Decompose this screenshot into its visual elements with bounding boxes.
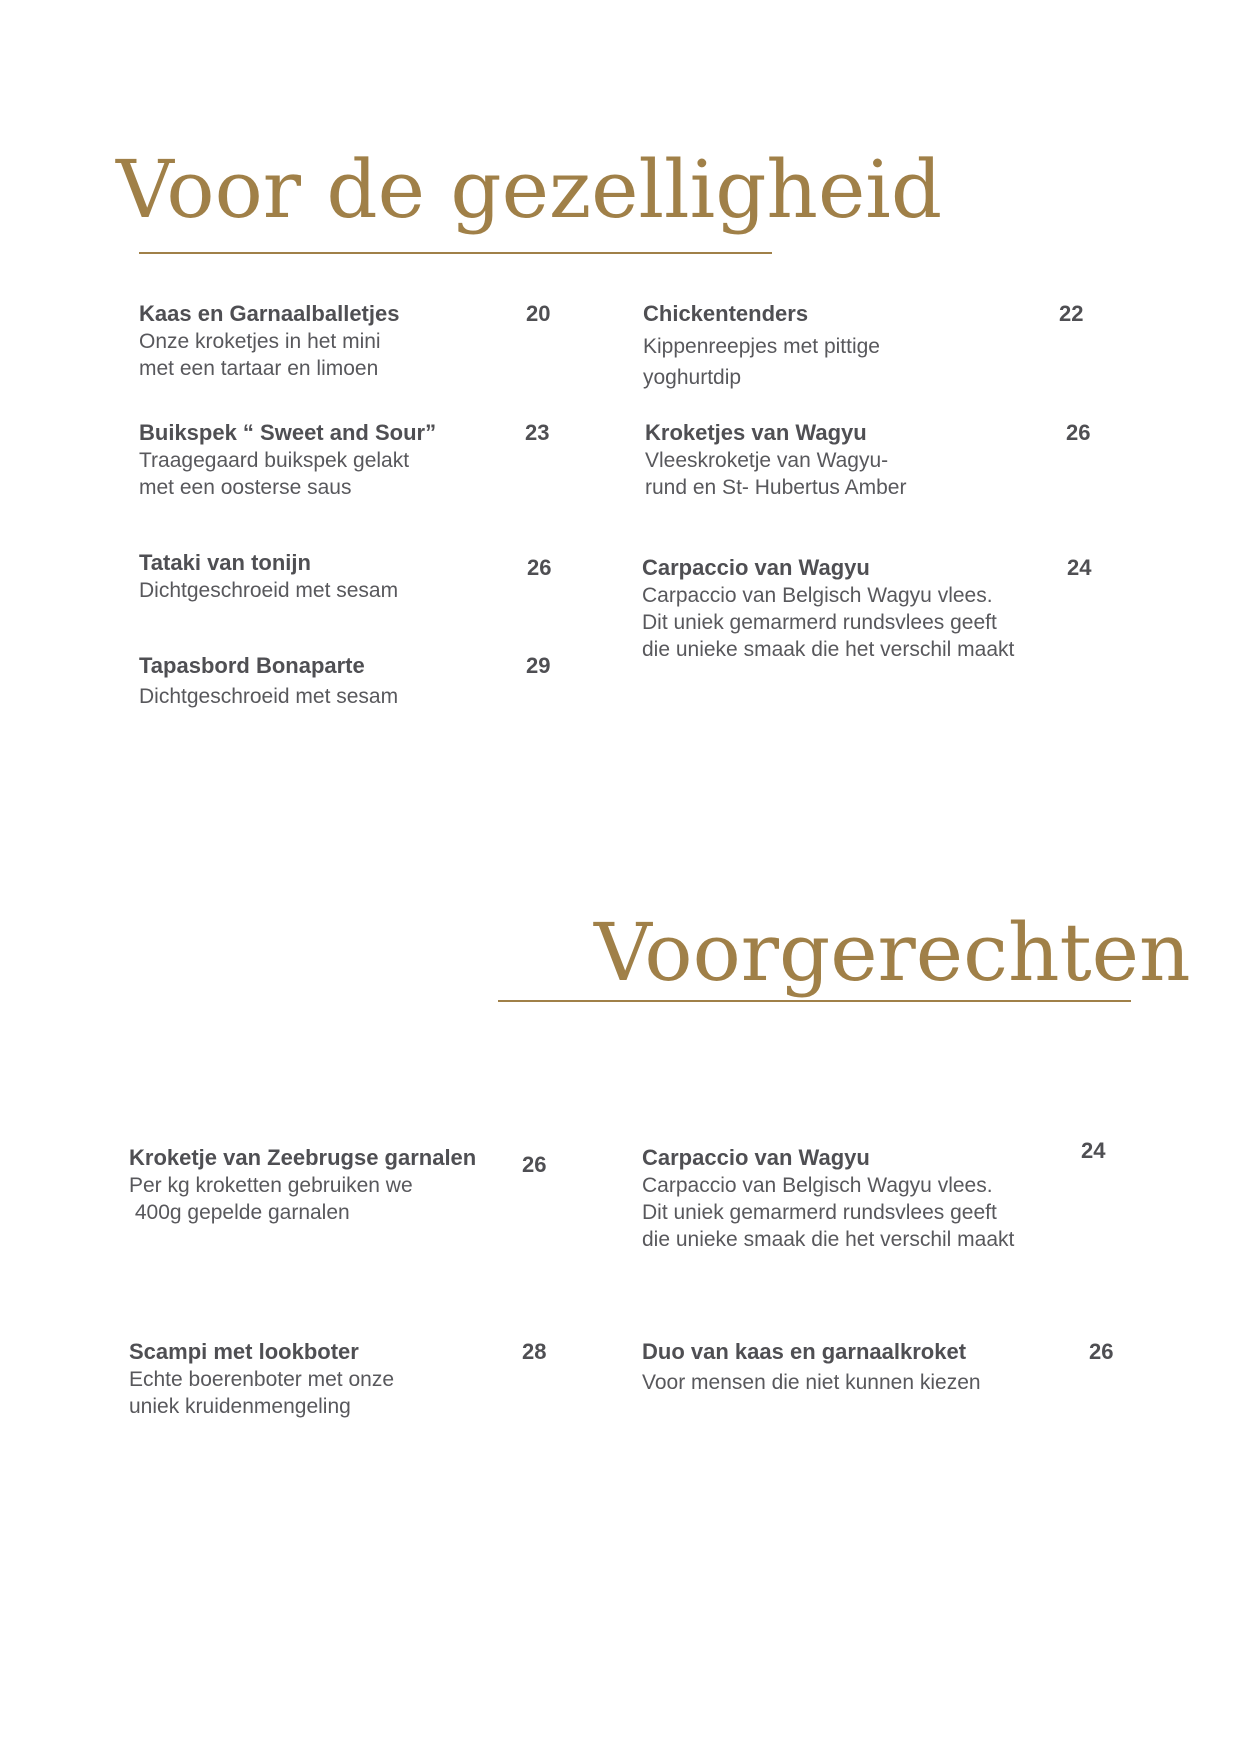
menu-item-name: Tapasbord Bonaparte bbox=[139, 653, 365, 678]
menu-item bbox=[129, 1338, 394, 1420]
menu-item bbox=[139, 419, 436, 501]
menu-item-description: Kippenreepjes met pittige yoghurtdip bbox=[643, 335, 880, 389]
menu-item-price: 29 bbox=[526, 653, 551, 678]
section-title-voorgerechten: Voorgerechten bbox=[594, 906, 1191, 999]
menu-item-description: Echte boerenboter met onze uniek kruidenmengeling bbox=[129, 1368, 395, 1418]
menu-item-price: 26 bbox=[1066, 420, 1091, 445]
menu-item bbox=[129, 1144, 476, 1226]
section-title-gezelligheid: Voor de gezelligheid bbox=[116, 143, 943, 236]
menu-item-price: 20 bbox=[526, 301, 551, 326]
menu-item-price: 23 bbox=[525, 420, 550, 445]
menu-item-description: Onze kroketjes in het mini met een tartaar en limoen bbox=[139, 330, 381, 380]
menu-item-name: Buikspek “ Sweet and Sour” bbox=[139, 420, 437, 445]
menu-item-description: Carpaccio van Belgisch Wagyu vlees. Dit uniek gemarmerd rundsvlees geeft die unieke smaak die het verschil maakt bbox=[642, 584, 1015, 661]
menu-item-price: 26 bbox=[522, 1152, 547, 1177]
menu-item-price: 26 bbox=[527, 555, 552, 580]
menu-item-name: Kroketje van Zeebrugse garnalen bbox=[129, 1145, 477, 1170]
menu-item bbox=[643, 300, 880, 393]
menu-item-price: 22 bbox=[1059, 301, 1084, 326]
menu-item-price: 28 bbox=[522, 1339, 547, 1364]
menu-item bbox=[642, 1144, 1014, 1253]
menu-item-name: Carpaccio van Wagyu bbox=[642, 555, 870, 580]
menu-item bbox=[642, 554, 1014, 663]
menu-item-description: Dichtgeschroeid met sesam bbox=[139, 579, 399, 602]
section-divider bbox=[139, 252, 772, 254]
menu-item-name: Kroketjes van Wagyu bbox=[645, 420, 867, 445]
menu-item bbox=[642, 1338, 981, 1396]
menu-item-name: Kaas en Garnaalballetjes bbox=[139, 301, 400, 326]
menu-item-description: Traagegaard buikspek gelakt met een oosterse saus bbox=[139, 449, 410, 499]
menu-item-name: Chickentenders bbox=[643, 301, 809, 326]
menu-item bbox=[139, 652, 398, 710]
menu-item-name: Tataki van tonijn bbox=[139, 550, 311, 575]
menu-item-description: Dichtgeschroeid met sesam bbox=[139, 685, 399, 708]
menu-item-description: Per kg kroketten gebruiken we 400g gepelde garnalen bbox=[129, 1174, 413, 1224]
menu-item-name: Carpaccio van Wagyu bbox=[642, 1145, 870, 1170]
menu-item bbox=[139, 549, 398, 604]
menu-item-name: Scampi met lookboter bbox=[129, 1339, 359, 1364]
menu-item-description: Carpaccio van Belgisch Wagyu vlees. Dit uniek gemarmerd rundsvlees geeft die unieke smaak die het verschil maakt bbox=[642, 1174, 1015, 1251]
menu-item bbox=[139, 300, 399, 382]
menu-item-name: Duo van kaas en garnaalkroket bbox=[642, 1339, 967, 1364]
menu-item-price: 24 bbox=[1067, 555, 1092, 580]
menu-item-price: 24 bbox=[1081, 1138, 1106, 1163]
section-divider bbox=[498, 1000, 1131, 1002]
menu-item-description: Vleeskroketje van Wagyu- rund en St- Hubertus Amber bbox=[645, 449, 907, 499]
menu-item-description: Voor mensen die niet kunnen kiezen bbox=[642, 1371, 981, 1394]
menu-item-price: 26 bbox=[1089, 1339, 1114, 1364]
menu-item bbox=[645, 419, 906, 501]
